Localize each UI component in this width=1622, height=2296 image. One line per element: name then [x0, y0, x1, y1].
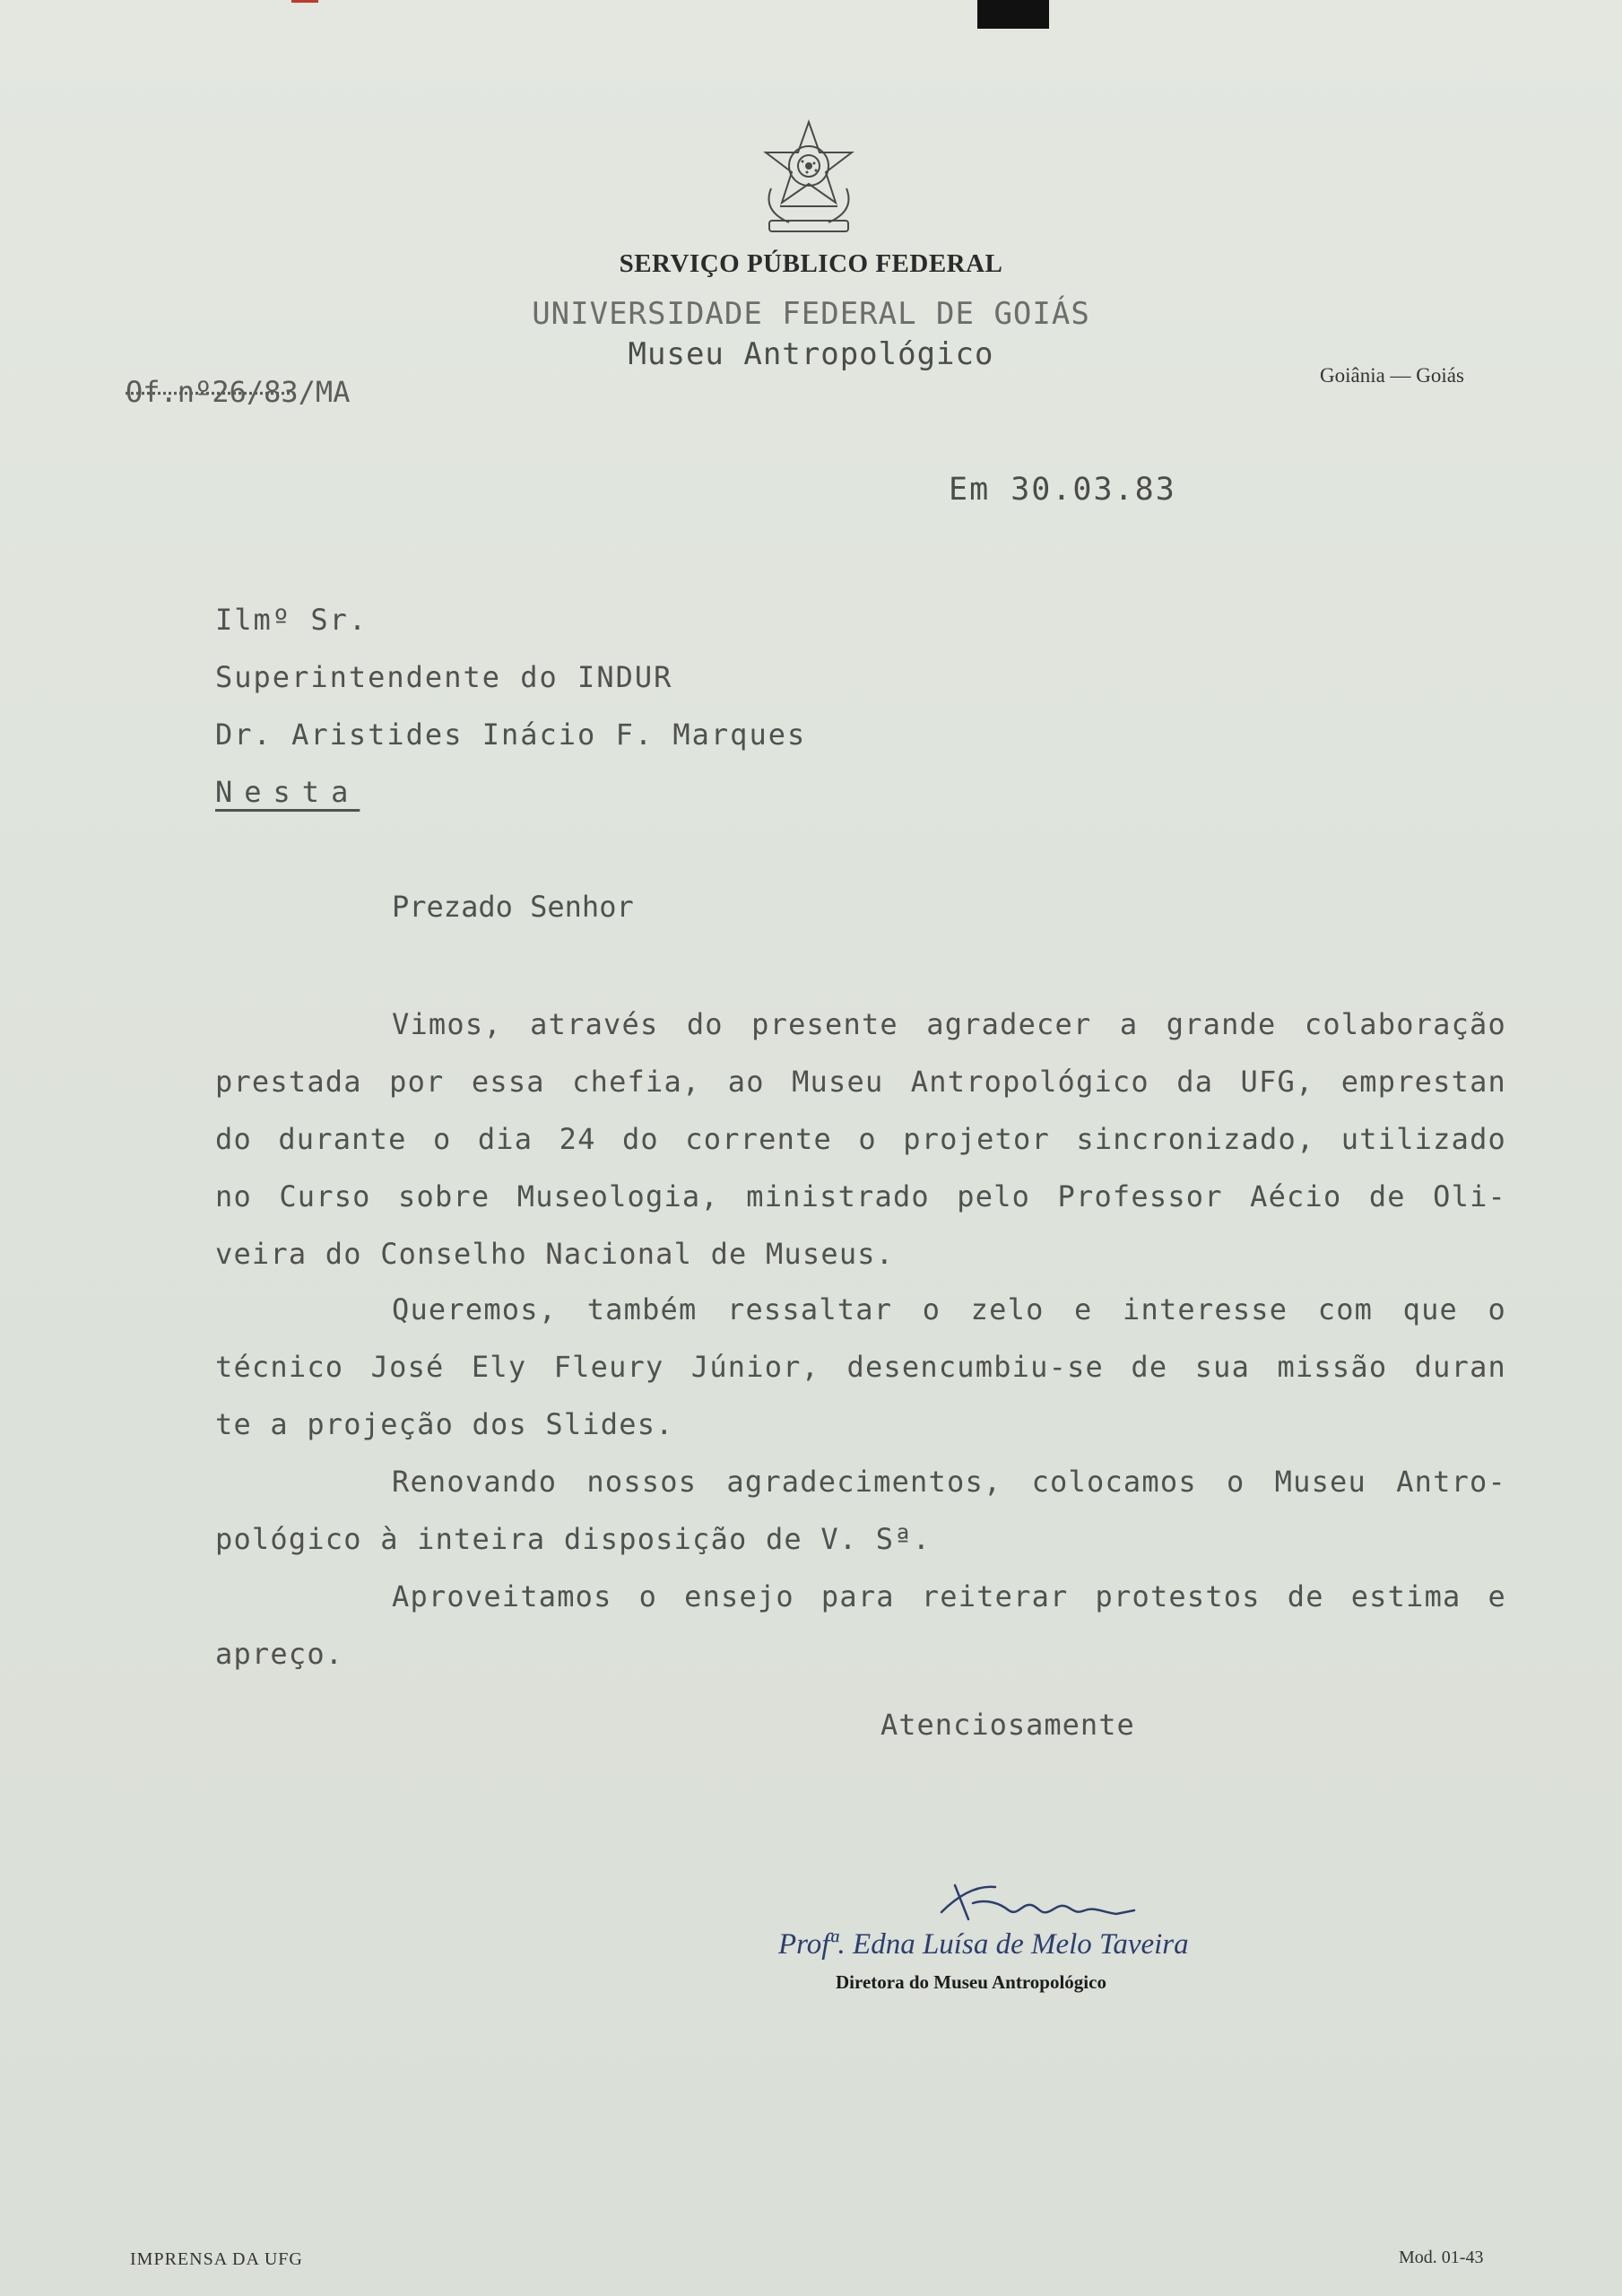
black-tab-mark — [977, 0, 1049, 29]
body-line: técnico José Ely Fleury Júnior, desencumbiu-se de sua missão duran — [215, 1350, 1506, 1384]
reference-number — [126, 375, 350, 409]
body-line: veira do Conselho Nacional de Museus. — [215, 1237, 895, 1271]
body-paragraph-2 — [215, 1281, 1506, 1453]
signatory-name: Profª. Edna Luísa de Melo Taveira — [778, 1928, 1189, 1961]
body-paragraph-1 — [215, 996, 1506, 1283]
addressee-salutation: Ilmº Sr. — [215, 603, 369, 637]
body-line: pológico à inteira disposição de V. Sª. — [215, 1522, 932, 1556]
reference-number-struck: Of.nº26/83 — [126, 375, 299, 409]
university-name: UNIVERSIDADE FEDERAL DE GOIÁS — [532, 296, 1090, 332]
body-paragraph-4 — [215, 1568, 1506, 1683]
addressee-name: Dr. Aristides Inácio F. Marques — [215, 718, 807, 752]
body-line: te a projeção dos Slides. — [215, 1407, 674, 1441]
reference-suffix: /MA — [298, 375, 351, 409]
body-line: apreço. — [215, 1637, 344, 1671]
department-name: Museu Antropológico — [628, 336, 994, 372]
addressee-position: Superintendente do INDUR — [215, 660, 673, 694]
model-number: Mod. 01-43 — [1399, 2248, 1484, 2267]
body-paragraph-3 — [215, 1453, 1506, 1568]
body-line: Queremos, também ressaltar o zelo e interesse com que o — [392, 1292, 1506, 1326]
body-line: prestada por essa chefia, ao Museu Antropológico da UFG, emprestan — [215, 1065, 1506, 1099]
letter-date: Em 30.03.83 — [949, 472, 1176, 508]
body-line: Aproveitamos o ensejo para reiterar protestos de estima e — [392, 1579, 1506, 1613]
coat-of-arms-seal — [753, 117, 865, 238]
body-line: Renovando nossos agradecimentos, colocamos o Museu Antro- — [392, 1465, 1506, 1499]
city-label: Goiânia — Goiás — [1320, 364, 1464, 387]
organization-heading: SERVIÇO PÚBLICO FEDERAL — [619, 249, 1003, 278]
signatory-title: Diretora do Museu Antropológico — [836, 1971, 1106, 1993]
closing: Atenciosamente — [880, 1708, 1135, 1742]
greeting: Prezado Senhor — [392, 890, 634, 924]
printer-footer: IMPRENSA DA UFG — [130, 2249, 303, 2269]
body-line: Vimos, através do presente agradecer a grande colaboração — [392, 1007, 1506, 1041]
red-edge-mark — [291, 0, 318, 3]
handwritten-signature — [932, 1876, 1139, 1930]
body-line: do durante o dia 24 do corrente o projetor sincronizado, utilizado — [215, 1122, 1506, 1156]
addressee-locality: Nesta — [215, 775, 360, 809]
body-line: no Curso sobre Museologia, ministrado pelo Professor Aécio de Oli- — [215, 1179, 1506, 1213]
